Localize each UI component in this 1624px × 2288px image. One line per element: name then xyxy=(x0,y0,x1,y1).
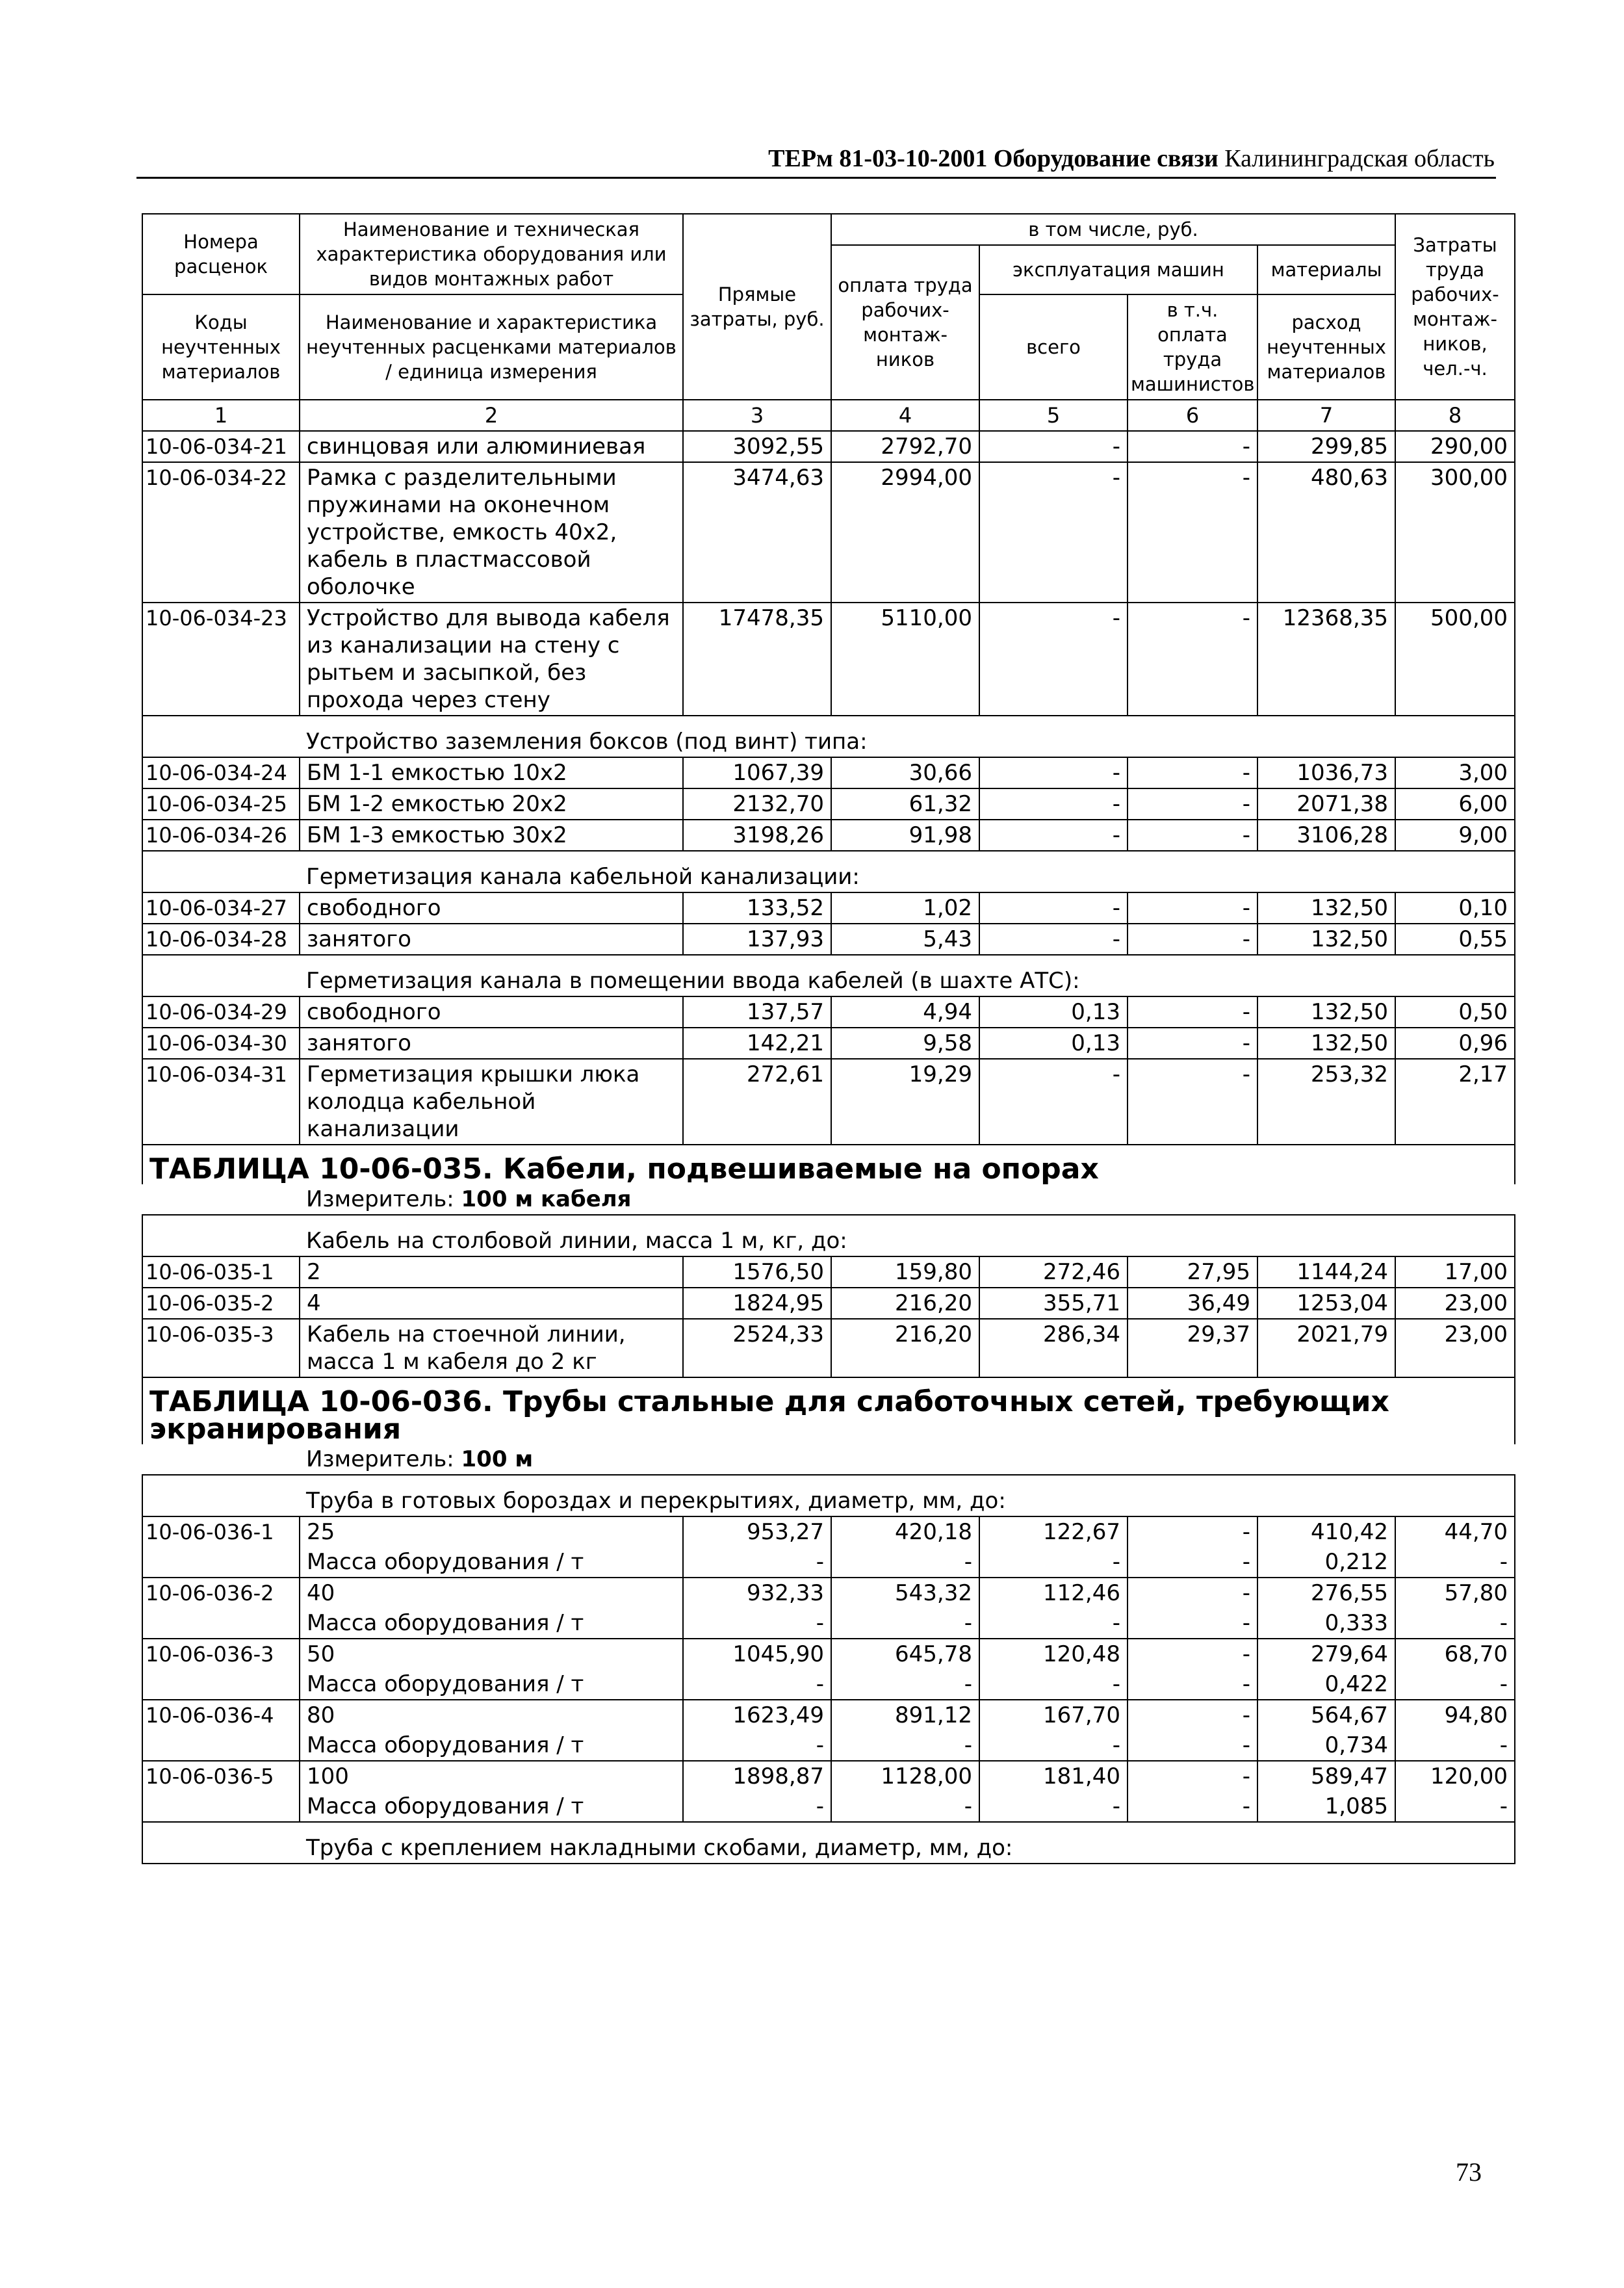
wages: 645,78 xyxy=(831,1639,979,1669)
table-row xyxy=(142,1319,1515,1377)
labor-hours: 0,55 xyxy=(1395,924,1515,955)
machine-wages: 27,95 xyxy=(1128,1256,1257,1288)
empty-cell xyxy=(142,716,300,757)
wages: 420,18 xyxy=(831,1516,979,1547)
rate-code: 10-06-035-2 xyxy=(142,1288,300,1319)
machine-wages: - xyxy=(1128,1639,1257,1669)
col-head-name: Наименование и техническая характеристика оборудования или видов монтажных работ xyxy=(300,214,683,294)
machine-wages: - xyxy=(1128,1761,1257,1791)
table-row xyxy=(142,1256,1515,1288)
wages: 891,12 xyxy=(831,1700,979,1730)
rate-code: 10-06-036-1 xyxy=(142,1516,300,1547)
direct-cost: - xyxy=(683,1730,831,1761)
labor-hours: - xyxy=(1395,1608,1515,1639)
rate-name: Устройство для вывода кабеля из канализации на стену с рытьем и засыпкой, без прохода через стену xyxy=(300,603,683,716)
wages: 91,98 xyxy=(831,820,979,851)
rate-code: 10-06-036-5 xyxy=(142,1761,300,1791)
direct-cost: 1824,95 xyxy=(683,1288,831,1319)
table-row xyxy=(142,1578,1515,1608)
labor-hours: - xyxy=(1395,1547,1515,1578)
page-number: 73 xyxy=(1456,2157,1482,2187)
machine-wages: 36,49 xyxy=(1128,1288,1257,1319)
wages: 19,29 xyxy=(831,1059,979,1145)
rate-code: 10-06-034-24 xyxy=(142,757,300,788)
labor-hours: 0,96 xyxy=(1395,1028,1515,1059)
col-num: 8 xyxy=(1395,400,1515,431)
col-num: 7 xyxy=(1257,400,1395,431)
wages: - xyxy=(831,1608,979,1639)
table-title: ТАБЛИЦА 10-06-036. Трубы стальные для слаботочных сетей, требующих экранирования xyxy=(142,1377,1515,1444)
labor-hours: 500,00 xyxy=(1395,603,1515,716)
machines-total: 272,46 xyxy=(979,1256,1128,1288)
labor-hours: 94,80 xyxy=(1395,1700,1515,1730)
materials: 132,50 xyxy=(1257,996,1395,1028)
materials: 0,422 xyxy=(1257,1669,1395,1700)
wages: 1,02 xyxy=(831,892,979,924)
mass-row xyxy=(142,1547,1515,1578)
rate-name: БМ 1-3 емкостью 30х2 xyxy=(300,820,683,851)
table-row xyxy=(142,431,1515,462)
rate-code: 10-06-036-4 xyxy=(142,1700,300,1730)
col-num: 6 xyxy=(1128,400,1257,431)
direct-cost: 3198,26 xyxy=(683,820,831,851)
labor-hours: 3,00 xyxy=(1395,757,1515,788)
empty-cell xyxy=(142,955,300,996)
empty-cell xyxy=(142,851,300,892)
col-head-wages: оплата труда рабочих-монтаж-ников xyxy=(831,245,979,400)
mass-label: Масса оборудования / т xyxy=(300,1608,683,1639)
materials: 2071,38 xyxy=(1257,788,1395,820)
machines-total: - xyxy=(979,1791,1128,1822)
mass-label: Масса оборудования / т xyxy=(300,1791,683,1822)
materials: 410,42 xyxy=(1257,1516,1395,1547)
rate-name: 25 xyxy=(300,1516,683,1547)
rate-name: свободного xyxy=(300,892,683,924)
table-row xyxy=(142,892,1515,924)
materials: 1036,73 xyxy=(1257,757,1395,788)
col-head-labor-hours: Затраты труда рабочих-монтаж-ников, чел.-ч. xyxy=(1395,214,1515,400)
table-row xyxy=(142,462,1515,603)
labor-hours: - xyxy=(1395,1791,1515,1822)
machine-wages: - xyxy=(1128,1516,1257,1547)
labor-hours: 0,50 xyxy=(1395,996,1515,1028)
direct-cost: - xyxy=(683,1791,831,1822)
rate-code: 10-06-034-22 xyxy=(142,462,300,603)
rate-code: 10-06-034-31 xyxy=(142,1059,300,1145)
machine-wages: - xyxy=(1128,1547,1257,1578)
direct-cost: 272,61 xyxy=(683,1059,831,1145)
labor-hours: 23,00 xyxy=(1395,1319,1515,1377)
table-035-title xyxy=(142,1145,1515,1184)
materials: 279,64 xyxy=(1257,1639,1395,1669)
header-row-1 xyxy=(142,214,1515,245)
group-title: Труба с креплением накладными скобами, диаметр, мм, до: xyxy=(300,1822,1515,1864)
table-035-title-measure xyxy=(142,1184,1515,1215)
machine-wages: - xyxy=(1128,924,1257,955)
column-number-row xyxy=(142,400,1515,431)
col-head-mach-wages: в т.ч. оплата труда машинистов xyxy=(1128,294,1257,400)
header-code: ТЕРм 81-03-10-2001 xyxy=(768,145,988,172)
labor-hours: - xyxy=(1395,1669,1515,1700)
rate-name: 50 xyxy=(300,1639,683,1669)
rate-name: 4 xyxy=(300,1288,683,1319)
col-head-direct: Прямые затраты, руб. xyxy=(683,214,831,400)
group-title: Герметизация канала в помещении ввода кабелей (в шахте АТС): xyxy=(300,955,1515,996)
labor-hours: 44,70 xyxy=(1395,1516,1515,1547)
direct-cost: - xyxy=(683,1547,831,1578)
wages: 2994,00 xyxy=(831,462,979,603)
machines-total: - xyxy=(979,1730,1128,1761)
table-row xyxy=(142,788,1515,820)
mass-row xyxy=(142,1791,1515,1822)
rate-name: Герметизация крышки люка колодца кабельной канализации xyxy=(300,1059,683,1145)
machines-total: 122,67 xyxy=(979,1516,1128,1547)
group-title: Устройство заземления боксов (под винт) типа: xyxy=(300,716,1515,757)
direct-cost: 953,27 xyxy=(683,1516,831,1547)
col-num: 5 xyxy=(979,400,1128,431)
machine-wages: - xyxy=(1128,1700,1257,1730)
mass-row xyxy=(142,1669,1515,1700)
rate-code: 10-06-034-21 xyxy=(142,431,300,462)
group-row xyxy=(142,716,1515,757)
table-row xyxy=(142,603,1515,716)
table-row xyxy=(142,1639,1515,1669)
materials: 132,50 xyxy=(1257,892,1395,924)
rate-code: 10-06-035-1 xyxy=(142,1256,300,1288)
col-head-mach-total: всего xyxy=(979,294,1128,400)
machines-total: - xyxy=(979,788,1128,820)
direct-cost: 17478,35 xyxy=(683,603,831,716)
rate-name: Рамка с разделительными пружинами на оконечном устройстве, емкость 40х2, кабель в пластмассовой оболочке xyxy=(300,462,683,603)
col-head-material-usage: расход неучтенных материалов xyxy=(1257,294,1395,400)
materials: 1,085 xyxy=(1257,1791,1395,1822)
machines-total: 0,13 xyxy=(979,1028,1128,1059)
header-title: Оборудование связи xyxy=(993,145,1218,172)
direct-cost: - xyxy=(683,1669,831,1700)
machine-wages: 29,37 xyxy=(1128,1319,1257,1377)
machines-total: - xyxy=(979,924,1128,955)
wages: 216,20 xyxy=(831,1319,979,1377)
measure-line xyxy=(300,1444,1515,1475)
machines-total: - xyxy=(979,1608,1128,1639)
machines-total: - xyxy=(979,892,1128,924)
materials: 12368,35 xyxy=(1257,603,1395,716)
machines-total: 112,46 xyxy=(979,1578,1128,1608)
wages: 216,20 xyxy=(831,1288,979,1319)
direct-cost: 932,33 xyxy=(683,1578,831,1608)
rate-code: 10-06-034-30 xyxy=(142,1028,300,1059)
table-row xyxy=(142,1516,1515,1547)
materials: 253,32 xyxy=(1257,1059,1395,1145)
machines-total: - xyxy=(979,462,1128,603)
machines-total: 355,71 xyxy=(979,1288,1128,1319)
wages: 543,32 xyxy=(831,1578,979,1608)
col-head-materials: материалы xyxy=(1257,245,1395,294)
rate-name: БМ 1-2 емкостью 20х2 xyxy=(300,788,683,820)
direct-cost: 137,57 xyxy=(683,996,831,1028)
machine-wages: - xyxy=(1128,1578,1257,1608)
labor-hours: 300,00 xyxy=(1395,462,1515,603)
wages: - xyxy=(831,1730,979,1761)
table-body xyxy=(142,214,1515,1864)
machines-total: - xyxy=(979,1059,1128,1145)
group-row xyxy=(142,1215,1515,1256)
materials: 589,47 xyxy=(1257,1761,1395,1791)
machines-total: - xyxy=(979,431,1128,462)
col-num: 2 xyxy=(300,400,683,431)
rate-code: 10-06-034-26 xyxy=(142,820,300,851)
rate-name: 80 xyxy=(300,1700,683,1730)
materials: 1144,24 xyxy=(1257,1256,1395,1288)
rate-code: 10-06-036-3 xyxy=(142,1639,300,1669)
machine-wages: - xyxy=(1128,1730,1257,1761)
group-row xyxy=(142,1822,1515,1864)
measure-label: Измеритель: xyxy=(306,1446,461,1472)
group-row xyxy=(142,851,1515,892)
table-036-title xyxy=(142,1377,1515,1444)
col-num: 4 xyxy=(831,400,979,431)
direct-cost: 142,21 xyxy=(683,1028,831,1059)
rate-name: занятого xyxy=(300,1028,683,1059)
col-head-material-codes: Коды неучтенных материалов xyxy=(142,294,300,400)
empty-cell xyxy=(142,1475,300,1516)
header-rule xyxy=(136,177,1496,179)
measure-label: Измеритель: xyxy=(306,1186,461,1212)
wages: 4,94 xyxy=(831,996,979,1028)
labor-hours: 2,17 xyxy=(1395,1059,1515,1145)
materials: 0,212 xyxy=(1257,1547,1395,1578)
table-row xyxy=(142,1028,1515,1059)
machine-wages: - xyxy=(1128,1608,1257,1639)
machines-total: - xyxy=(979,820,1128,851)
labor-hours: 290,00 xyxy=(1395,431,1515,462)
table-row xyxy=(142,757,1515,788)
table-036-title-measure xyxy=(142,1444,1515,1475)
machine-wages: - xyxy=(1128,788,1257,820)
empty-cell xyxy=(142,1791,300,1822)
mass-row xyxy=(142,1730,1515,1761)
empty-cell xyxy=(142,1444,300,1475)
machines-total: - xyxy=(979,603,1128,716)
machine-wages: - xyxy=(1128,820,1257,851)
labor-hours: 68,70 xyxy=(1395,1639,1515,1669)
direct-cost: 133,52 xyxy=(683,892,831,924)
price-table xyxy=(142,213,1515,1864)
rate-name: Кабель на стоечной линии, масса 1 м кабеля до 2 кг xyxy=(300,1319,683,1377)
labor-hours: 9,00 xyxy=(1395,820,1515,851)
materials: 299,85 xyxy=(1257,431,1395,462)
direct-cost: 1623,49 xyxy=(683,1700,831,1730)
rate-code: 10-06-034-25 xyxy=(142,788,300,820)
direct-cost: 2524,33 xyxy=(683,1319,831,1377)
labor-hours: 23,00 xyxy=(1395,1288,1515,1319)
machines-total: 181,40 xyxy=(979,1761,1128,1791)
materials: 3106,28 xyxy=(1257,820,1395,851)
wages: - xyxy=(831,1791,979,1822)
table-row xyxy=(142,1700,1515,1730)
rate-code: 10-06-034-23 xyxy=(142,603,300,716)
machines-total: 286,34 xyxy=(979,1319,1128,1377)
direct-cost: 1576,50 xyxy=(683,1256,831,1288)
materials: 0,333 xyxy=(1257,1608,1395,1639)
measure-line xyxy=(300,1184,1515,1215)
labor-hours: 17,00 xyxy=(1395,1256,1515,1288)
header-region: Калининградская область xyxy=(1224,145,1495,172)
empty-cell xyxy=(142,1184,300,1215)
wages: 5110,00 xyxy=(831,603,979,716)
direct-cost: 3474,63 xyxy=(683,462,831,603)
rate-code: 10-06-034-28 xyxy=(142,924,300,955)
empty-cell xyxy=(142,1547,300,1578)
machine-wages: - xyxy=(1128,431,1257,462)
col-head-machines: эксплуатация машин xyxy=(979,245,1257,294)
materials: 0,734 xyxy=(1257,1730,1395,1761)
group-row xyxy=(142,955,1515,996)
running-header xyxy=(136,142,1495,176)
machine-wages: - xyxy=(1128,892,1257,924)
materials: 276,55 xyxy=(1257,1578,1395,1608)
col-head-material-names: Наименование и характеристика неучтенных расценками материалов / единица измерения xyxy=(300,294,683,400)
machines-total: 0,13 xyxy=(979,996,1128,1028)
wages: 9,58 xyxy=(831,1028,979,1059)
machine-wages: - xyxy=(1128,996,1257,1028)
measure-value: 100 м xyxy=(461,1446,534,1472)
table-row xyxy=(142,1059,1515,1145)
rate-code: 10-06-035-3 xyxy=(142,1319,300,1377)
direct-cost: 1045,90 xyxy=(683,1639,831,1669)
direct-cost: - xyxy=(683,1608,831,1639)
group-row xyxy=(142,1475,1515,1516)
wages: 30,66 xyxy=(831,757,979,788)
machine-wages: - xyxy=(1128,603,1257,716)
materials: 132,50 xyxy=(1257,924,1395,955)
machines-total: 120,48 xyxy=(979,1639,1128,1669)
machines-total: 167,70 xyxy=(979,1700,1128,1730)
direct-cost: 3092,55 xyxy=(683,431,831,462)
wages: 61,32 xyxy=(831,788,979,820)
table-title: ТАБЛИЦА 10-06-035. Кабели, подвешиваемые на опорах xyxy=(142,1145,1515,1184)
rate-code: 10-06-034-29 xyxy=(142,996,300,1028)
table-row xyxy=(142,1761,1515,1791)
mass-label: Масса оборудования / т xyxy=(300,1730,683,1761)
machine-wages: - xyxy=(1128,757,1257,788)
col-head-incl: в том числе, руб. xyxy=(831,214,1395,245)
direct-cost: 1898,87 xyxy=(683,1761,831,1791)
rate-name: 2 xyxy=(300,1256,683,1288)
direct-cost: 1067,39 xyxy=(683,757,831,788)
empty-cell xyxy=(142,1215,300,1256)
rate-name: свинцовая или алюминиевая xyxy=(300,431,683,462)
group-title: Герметизация канала кабельной канализации: xyxy=(300,851,1515,892)
measure-value: 100 м кабеля xyxy=(461,1186,632,1212)
materials: 132,50 xyxy=(1257,1028,1395,1059)
labor-hours: 57,80 xyxy=(1395,1578,1515,1608)
wages: - xyxy=(831,1669,979,1700)
labor-hours: - xyxy=(1395,1730,1515,1761)
direct-cost: 2132,70 xyxy=(683,788,831,820)
labor-hours: 0,10 xyxy=(1395,892,1515,924)
col-head-codes: Номера расценок xyxy=(142,214,300,294)
group-title: Кабель на столбовой линии, масса 1 м, кг, до: xyxy=(300,1215,1515,1256)
rate-name: БМ 1-1 емкостью 10х2 xyxy=(300,757,683,788)
empty-cell xyxy=(142,1730,300,1761)
materials: 564,67 xyxy=(1257,1700,1395,1730)
rate-code: 10-06-034-27 xyxy=(142,892,300,924)
machines-total: - xyxy=(979,1547,1128,1578)
mass-label: Масса оборудования / т xyxy=(300,1547,683,1578)
col-num: 1 xyxy=(142,400,300,431)
group-title: Труба в готовых бороздах и перекрытиях, диаметр, мм, до: xyxy=(300,1475,1515,1516)
machines-total: - xyxy=(979,1669,1128,1700)
rate-name: свободного xyxy=(300,996,683,1028)
wages: 5,43 xyxy=(831,924,979,955)
table-row xyxy=(142,1288,1515,1319)
empty-cell xyxy=(142,1822,300,1864)
table-row xyxy=(142,996,1515,1028)
rate-name: занятого xyxy=(300,924,683,955)
machine-wages: - xyxy=(1128,462,1257,603)
mass-row xyxy=(142,1608,1515,1639)
wages: - xyxy=(831,1547,979,1578)
machine-wages: - xyxy=(1128,1791,1257,1822)
labor-hours: 6,00 xyxy=(1395,788,1515,820)
machine-wages: - xyxy=(1128,1669,1257,1700)
rate-name: 100 xyxy=(300,1761,683,1791)
mass-label: Масса оборудования / т xyxy=(300,1669,683,1700)
rate-code: 10-06-036-2 xyxy=(142,1578,300,1608)
materials: 480,63 xyxy=(1257,462,1395,603)
table-row xyxy=(142,820,1515,851)
wages: 2792,70 xyxy=(831,431,979,462)
col-num: 3 xyxy=(683,400,831,431)
labor-hours: 120,00 xyxy=(1395,1761,1515,1791)
empty-cell xyxy=(142,1608,300,1639)
machines-total: - xyxy=(979,757,1128,788)
machine-wages: - xyxy=(1128,1059,1257,1145)
wages: 1128,00 xyxy=(831,1761,979,1791)
empty-cell xyxy=(142,1669,300,1700)
materials: 2021,79 xyxy=(1257,1319,1395,1377)
materials: 1253,04 xyxy=(1257,1288,1395,1319)
wages: 159,80 xyxy=(831,1256,979,1288)
machine-wages: - xyxy=(1128,1028,1257,1059)
table-row xyxy=(142,924,1515,955)
direct-cost: 137,93 xyxy=(683,924,831,955)
rate-name: 40 xyxy=(300,1578,683,1608)
